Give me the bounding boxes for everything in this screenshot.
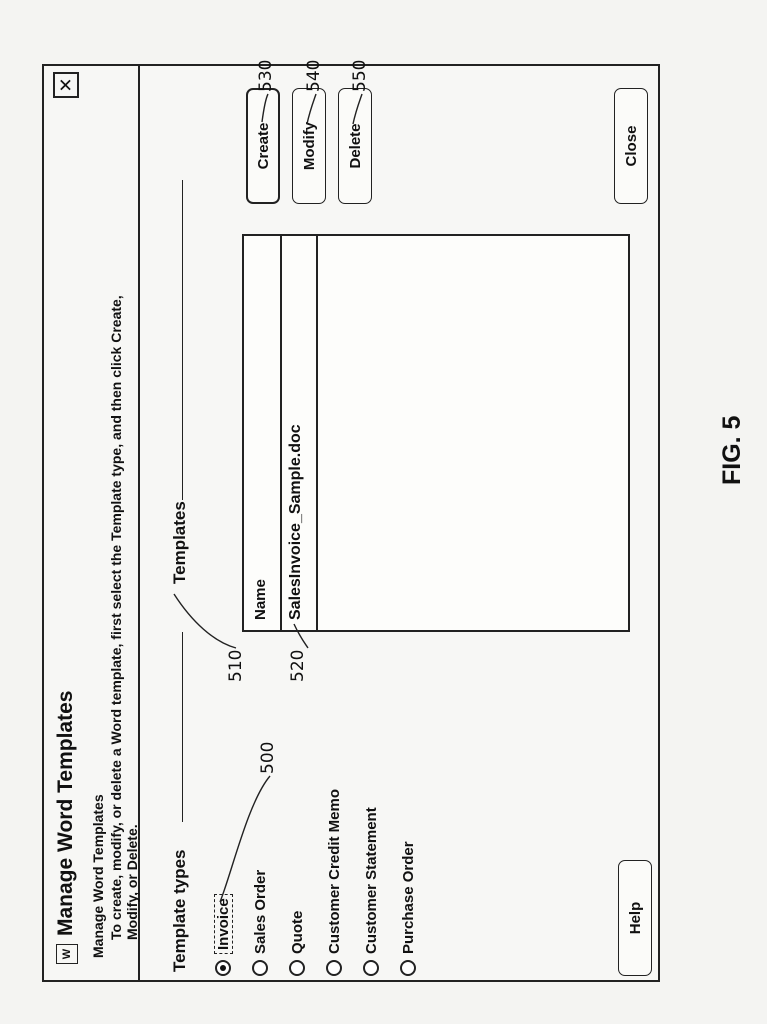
dialog-header: Manage Word Templates [90,794,106,958]
radio-label: Customer Credit Memo [325,788,343,954]
list-header [244,236,282,630]
radio-button[interactable] [289,960,305,976]
radio-sales-order[interactable] [247,870,273,976]
radio-label: Quote [288,910,306,954]
template-file-name: SalesInvoice_Sample.doc [287,424,304,620]
reference-numeral-510: 510 [226,649,246,682]
figure-caption: FIG. 5 [718,415,746,485]
help-button[interactable]: Help [618,860,652,976]
template-types-label: Template types [170,845,190,976]
radio-quote[interactable] [284,911,310,976]
radio-purchase-order[interactable] [395,841,421,976]
word-doc-icon: W [56,944,78,964]
modify-button[interactable]: Modify [292,88,326,204]
radio-customer-statement[interactable] [358,807,384,976]
radio-label: Customer Statement [362,807,380,954]
radio-button-selected[interactable] [215,960,231,976]
list-item[interactable] [280,236,318,630]
radio-label: Sales Order [251,869,269,954]
radio-invoice[interactable] [210,894,236,976]
radio-button[interactable] [252,960,268,976]
delete-button[interactable]: Delete [338,88,372,204]
reference-numeral-540: 540 [304,59,324,92]
window-title: Manage Word Templates [54,690,77,936]
create-button[interactable]: Create [246,88,280,204]
radio-button[interactable] [363,960,379,976]
close-button[interactable]: Close [614,88,648,204]
radio-button[interactable] [326,960,342,976]
dialog-description: To create, modify, or delete a Word template, first select the Template type, and then click Create, Modify, or Delete. [108,295,140,940]
reference-numeral-520: 520 [288,649,308,682]
column-header-name[interactable]: Name [252,579,269,620]
manage-word-templates-dialog [42,64,660,982]
reference-numeral-550: 550 [350,59,370,92]
close-icon[interactable]: ✕ [53,72,79,98]
radio-customer-credit-memo[interactable] [321,789,347,976]
group-divider [182,180,183,500]
radio-button[interactable] [400,960,416,976]
reference-numeral-530: 530 [256,59,276,92]
group-divider [182,632,183,822]
templates-list[interactable] [242,234,630,632]
templates-label: Templates [170,497,190,588]
figure-stage [42,59,702,982]
title-bar [44,66,140,980]
radio-label: Invoice [214,894,233,954]
reference-numeral-500: 500 [258,741,278,774]
radio-label: Purchase Order [399,841,417,954]
